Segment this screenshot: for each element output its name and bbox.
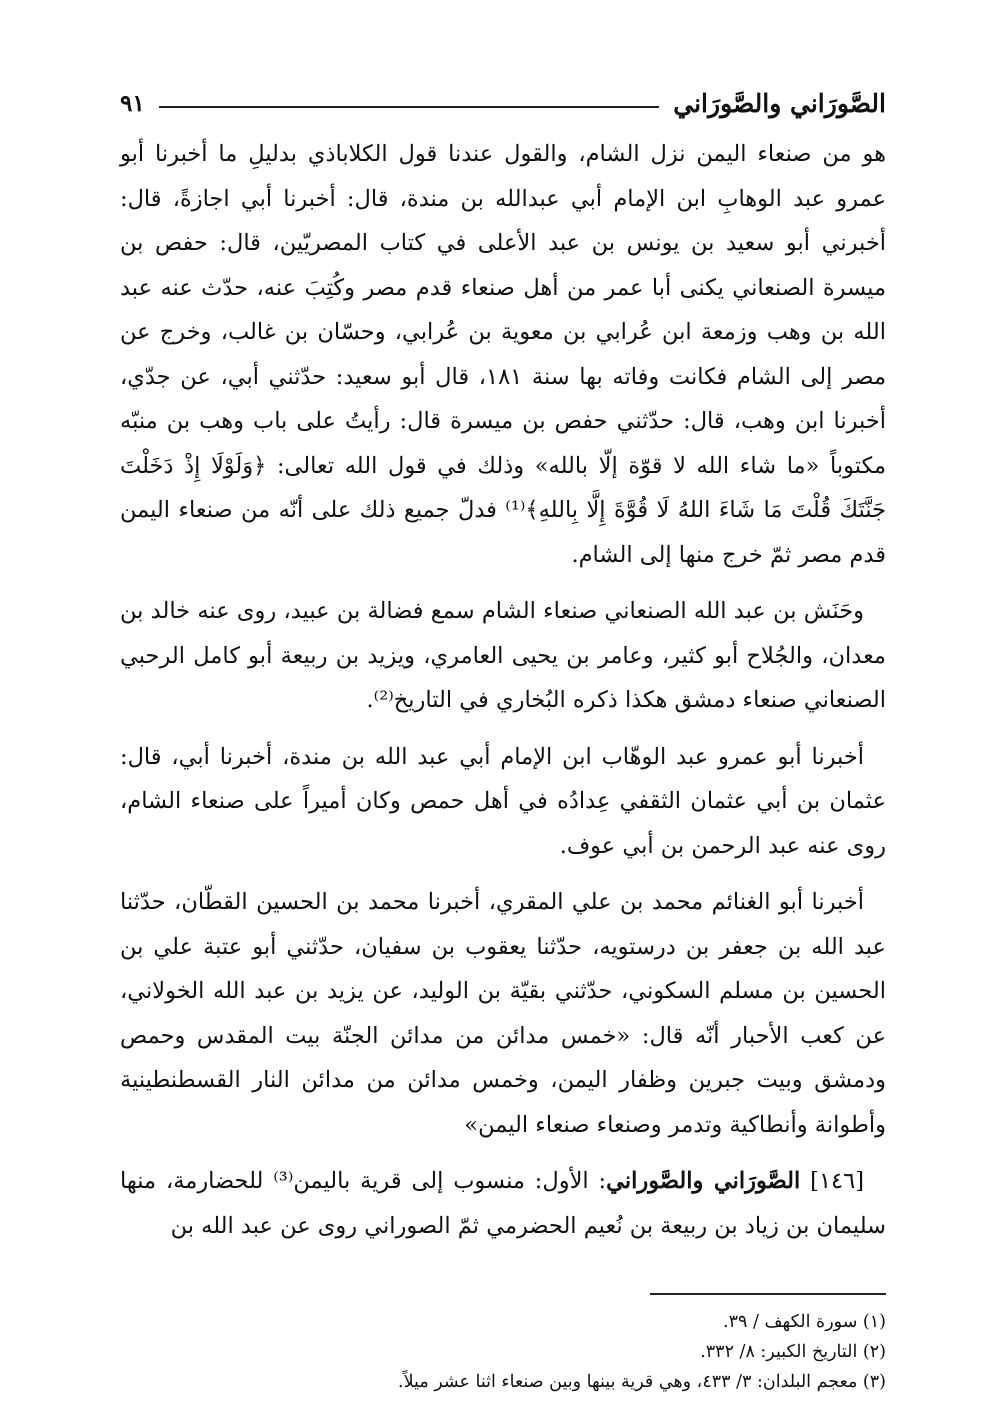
- running-title: الصَّورَاني والصَّورَاني: [673, 88, 886, 118]
- entry-heading: الصَّورَاني والصَّوراني: [606, 1168, 801, 1194]
- footnote-rule: [650, 1293, 886, 1295]
- paragraph-4: أخبرنا أبو الغنائم محمد بن علي المقري، أخبرنا محمد بن الحسين القطّان، حدّثنا عبد الله بن جعفر بن درستويه، حدّثنا يعقوب بن سفيان، حدّثني أبو عتبة علي بن الحسين بن مسلم السكوني، حدّثني بقيّة بن الوليد، عن يزيد بن عبد الله الخولاني، عن كعب الأحبار أنّه قال: «خمس مدائن من مدائن الجنّة بيت المقدس وحمص ودمشق وبيت جبرين وظفار اليمن، وخمس مدائن من مدائن النار القسطنطينية وأطوانة وأنطاكية وتدمر وصنعاء صنعاء اليمن»: [120, 889, 886, 1138]
- footnote-2: (٢) التاريخ الكبير: ٨/ ٣٣٢.: [700, 1342, 886, 1362]
- footnote-1: (١) سورة الكهف / ٣٩.: [723, 1312, 886, 1332]
- running-header: [120, 80, 886, 126]
- entry-text: : الأول: منسوب إلى قرية باليمن⁽³⁾ للحضارمة، منها سليمان بن زياد بن ربيعة بن نُعيم الحضرمي ثمّ الصوراني روى عن عبد الله بن: [120, 1168, 886, 1239]
- entry-paragraph: [120, 1159, 886, 1248]
- footnote-3: (٣) معجم البلدان: ٣/ ٤٣٣، وهي قرية بينها وبين صنعاء اثنا عشر ميلاً.: [398, 1372, 886, 1392]
- paragraph-1: هو من صنعاء اليمن نزل الشام، والقول عندنا قول الكلاباذي بدليلِ ما أخبرنا أبو عمرو عبد الوهابِ ابن الإمام أبي عبدالله بن مندة، قال: أخبرنا أبي اجازةً، قال: أخبرني أبو سعيد بن يونس بن عبد الأعلى في كتاب المصريّين، قال: حفص بن ميسرة الصنعاني يكنى أبا عمر من أهل صنعاء قدم مصر وكُتِبَ عنه، حدّث عنه عبد الله بن وهب وزمعة ابن عُرابي بن معوية بن عُرابي، وحسّان بن غالب، وخرج عن مصر إلى الشام فكانت وفاته بها سنة ١٨١، قال أبو سعيد: حدّثني أبي، عن جدّي، أخبرنا ابن وهب، قال: حدّثني حفص بن ميسرة قال: رأيتُ على باب وهب بن منبّه مكتوباً «ما شاء الله لا قوّة إلّا بالله» وذلك في قول الله تعالى: ﴿وَلَوْلَا إِذْ دَخَلْتَ جَنَّتَكَ قُلْتَ مَا شَاءَ اللهُ لَا قُوَّةَ إِلَّا بِاللهِ﴾⁽¹⁾ فدلّ جميع ذلك على أنّه من صنعاء اليمن قدم مصر ثمّ خرج منها إلى الشام.: [120, 141, 887, 568]
- body-text: [120, 132, 886, 1248]
- entry-number: [١٤٦]: [810, 1168, 864, 1194]
- page-number: ٩١: [120, 89, 145, 117]
- paragraph-2: وحَنَش بن عبد الله الصنعاني صنعاء الشام سمع فضالة بن عبيد، روى عنه خالد بن معدان، والجُلاح أبو كثير، وعامر بن يحيى العامري، ويزيد بن ربيعة أبو كامل الرحبي الصنعاني صنعاء دمشق هكذا ذكره البُخاري في التاريخ⁽²⁾.: [120, 598, 886, 713]
- header-rule: [159, 106, 660, 108]
- paragraph-3: أخبرنا أبو عمرو عبد الوهّاب ابن الإمام أبي عبد الله بن مندة، أخبرنا أبي، قال: عثمان بن أبي عثمان الثقفي عِدادُه في أهل حمص وكان أميراً على صنعاء الشام، روى عنه عبد الرحمن بن أبي عوف.: [120, 743, 886, 859]
- footnotes: [120, 1307, 886, 1397]
